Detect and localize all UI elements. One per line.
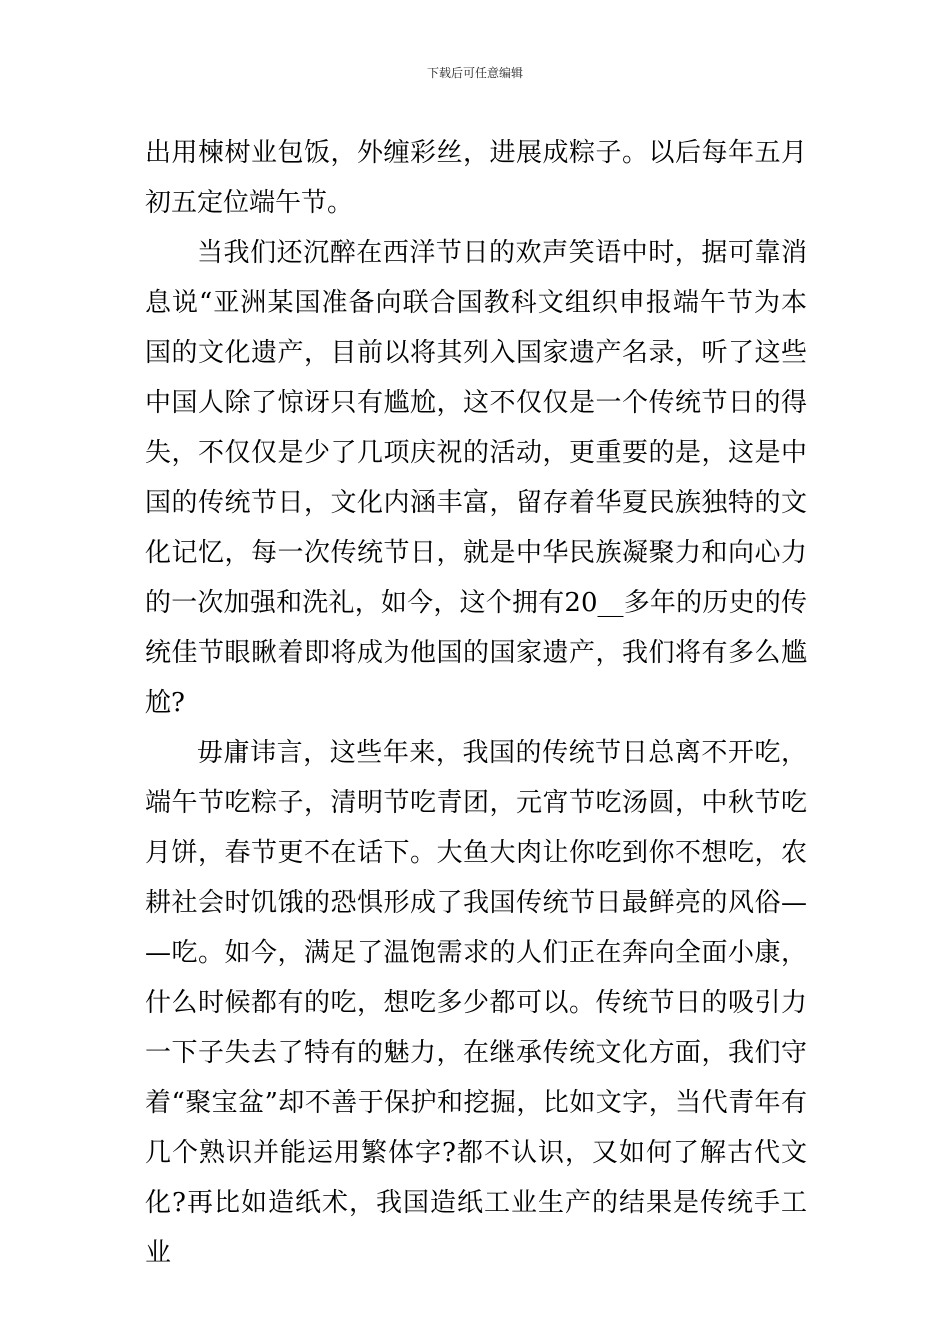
document-body (145, 128, 807, 1278)
page-header: 下载后可任意编辑 (426, 66, 523, 80)
paragraph-continuation: 出用楝树业包饭，外缠彩丝，进展成粽子。以后每年五月初五定位端午节。 (145, 138, 807, 218)
paragraph-festival-food: 毋庸讳言，这些年来，我国的传统节日总离不开吃，端午节吃粽子，清明节吃青团，元宵节吃汤圆，中秋节吃月饼，春节更不在话下。大鱼大肉让你吃到你不想吃，农耕社会时饥饿的恐惧形成了我国传统节日最鲜亮的风俗——吃。如今，满足了温饱需求的人们正在奔向全面小康，什么时候都有的吃，想吃多少都可以。传统节日的吸引力一下子失去了特有的魅力，在继承传统文化方面，我们守着“聚宝盆”却不善于保护和挖掘，比如文字，当代青年有几个熟识并能运用繁体字?都不认识，又如何了解古代文化?再比如造纸术，我国造纸工业生产的结果是传统手工业 (145, 738, 807, 1268)
paragraph-dragon-boat-heritage: 当我们还沉醉在西洋节日的欢声笑语中时，据可靠消息说“亚洲某国准备向联合国教科文组织申报端午节为本国的文化遗产，目前以将其列入国家遗产名录，听了这些中国人除了惊讶只有尴尬，这不仅仅是一个传统节日的得失，不仅仅是少了几项庆祝的活动，更重要的是，这是中国的传统节日，文化内涵丰富，留存着华夏民族独特的文化记忆，每一次传统节日，就是中华民族凝聚力和向心力的一次加强和洗礼，如今，这个拥有20__多年的历史的传统佳节眼瞅着即将成为他国的国家遗产，我们将有多么尴尬? (145, 238, 807, 718)
